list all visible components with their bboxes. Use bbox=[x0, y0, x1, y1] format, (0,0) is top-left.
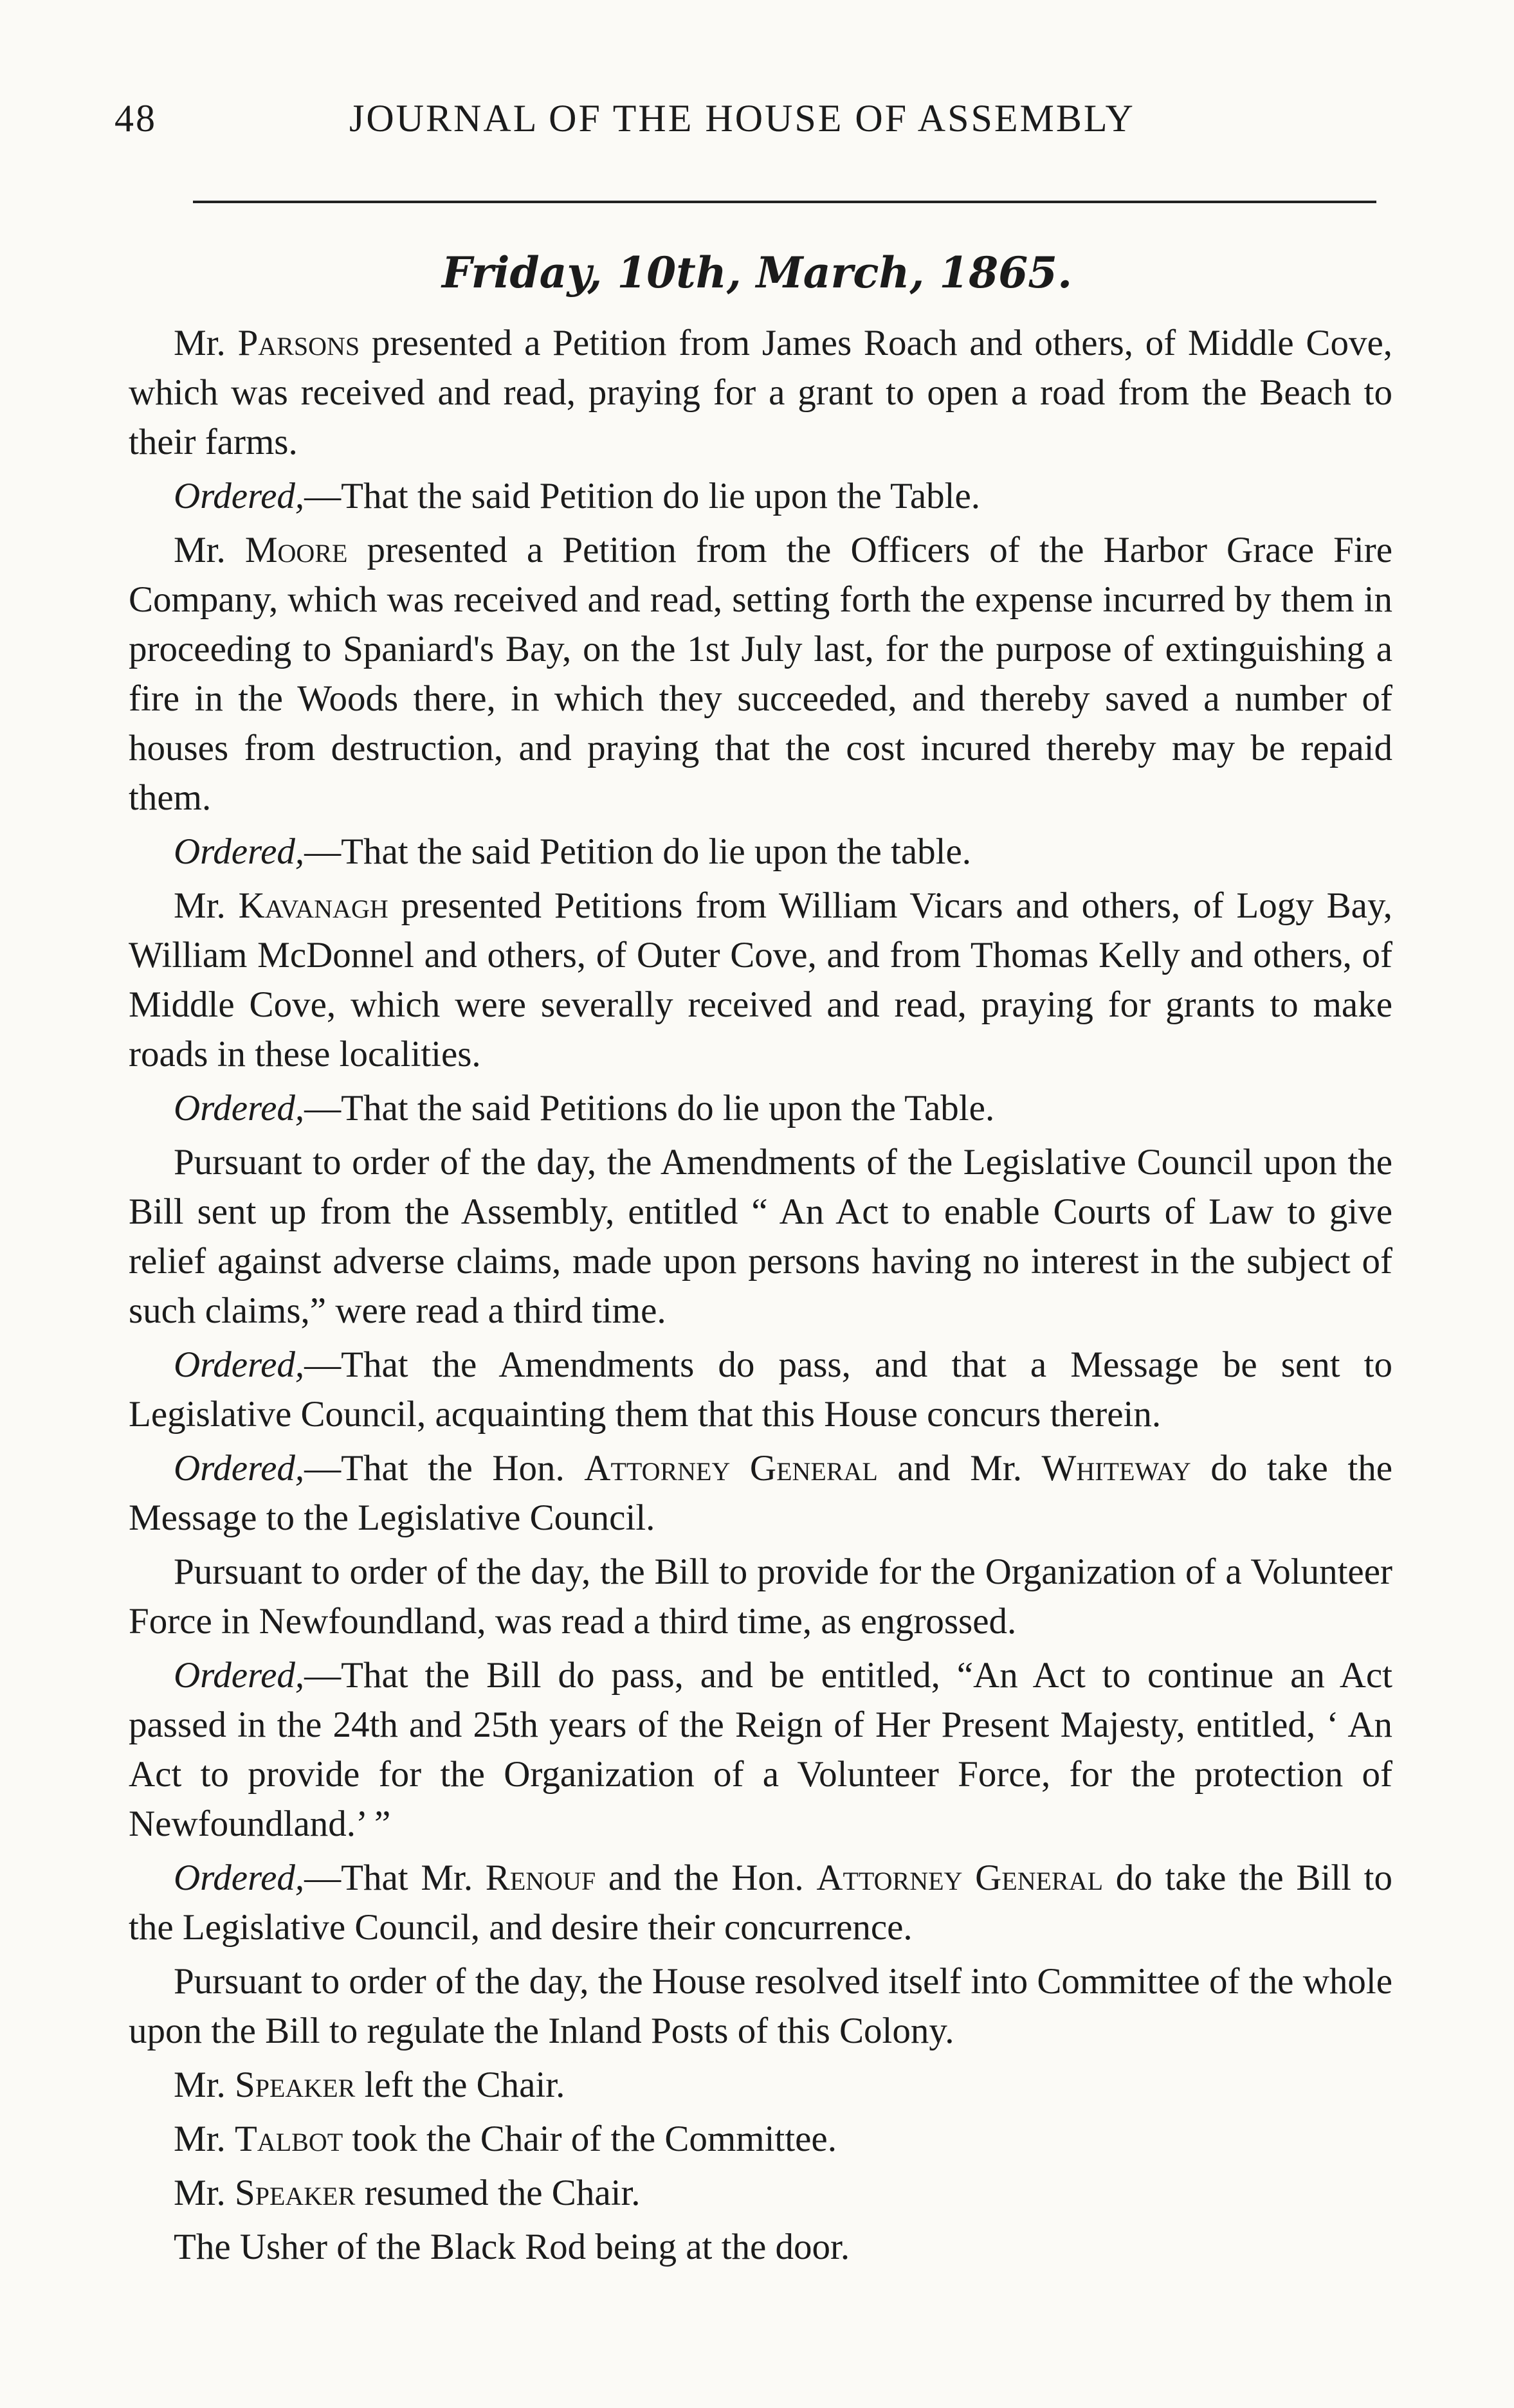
paragraph-order: Ordered,—That the Hon. Attorney General and Mr. Whiteway do take the Message to the Legislative Council. bbox=[129, 1448, 1392, 1538]
member-name: Whiteway bbox=[1041, 1448, 1191, 1489]
ordered-label: Ordered, bbox=[174, 831, 305, 872]
paragraph-order: Ordered,—That Mr. Renouf and the Hon. Attorney General do take the Bill to the Legislative Council, and desire their concurrence. bbox=[129, 1858, 1393, 1948]
paragraph-talbot-chair: Mr. Talbot took the Chair of the Committee. bbox=[174, 2119, 837, 2159]
paragraph-speaker-left: Mr. Speaker left the Chair. bbox=[174, 2065, 565, 2105]
ordered-label: Ordered, bbox=[174, 1088, 305, 1128]
paragraph-amendments: Pursuant to order of the day, the Amendments of the Legislative Council upon the Bill sent up from the Assembly, entitled “ An Act to enable Courts of Law to give relief against adverse claims, made upon persons having no interest in the subject of such claims,” were read a third time. bbox=[129, 1142, 1392, 1331]
ordered-label: Ordered, bbox=[174, 1655, 305, 1696]
ordered-label: Ordered, bbox=[174, 1448, 305, 1489]
member-name: Speaker bbox=[235, 2065, 356, 2105]
member-name: Attorney General bbox=[816, 1858, 1104, 1898]
paragraph-order: Ordered,—That the said Petition do lie upon the table. bbox=[174, 831, 972, 872]
running-head: JOURNAL OF THE HOUSE OF ASSEMBLY bbox=[349, 97, 1135, 140]
member-name: Talbot bbox=[235, 2119, 343, 2159]
member-name: Moore bbox=[244, 530, 348, 570]
header-rule bbox=[193, 201, 1376, 203]
member-name: Attorney General bbox=[584, 1448, 878, 1489]
paragraph-order: Ordered,—That the said Petitions do lie upon the Table. bbox=[174, 1088, 995, 1128]
paragraph-kavanagh-petitions: Mr. Kavanagh presented Petitions from William Vicars and others, of Logy Bay, William McDonnel and others, of Outer Cove, and from Thomas Kelly and others, of Middle Cove, which were severally received and read, praying for grants to make roads in these localities. bbox=[129, 885, 1392, 1074]
ordered-label: Ordered, bbox=[174, 476, 305, 516]
member-name: Renouf bbox=[485, 1858, 596, 1898]
paragraph-volunteer-bill: Pursuant to order of the day, the Bill to provide for the Organization of a Volunteer Force in Newfoundland, was read a third time, as engrossed. bbox=[129, 1552, 1392, 1642]
paragraph-order: Ordered,—That the said Petition do lie upon the Table. bbox=[174, 476, 981, 516]
ordered-label: Ordered, bbox=[174, 1344, 305, 1385]
paragraph-parsons-petition: Mr. Parsons presented a Petition from James Roach and others, of Middle Cove, which was received and read, praying for a grant to open a road from the Beach to their farms. bbox=[129, 323, 1392, 462]
member-name: Kavanagh bbox=[238, 885, 388, 926]
page-header bbox=[114, 96, 1394, 141]
member-name: Speaker bbox=[235, 2173, 356, 2213]
paragraph-order: Ordered,—That the Amendments do pass, and that a Message be sent to Legislative Council, acquainting them that this House concurs therein. bbox=[129, 1344, 1392, 1435]
date-heading: Friday, 10th, March, 1865. bbox=[441, 248, 1073, 298]
paragraph-black-rod: The Usher of the Black Rod being at the door. bbox=[174, 2227, 850, 2267]
paragraph-committee: Pursuant to order of the day, the House resolved itself into Committee of the whole upon the Bill to regulate the Inland Posts of this Colony. bbox=[129, 1961, 1392, 2051]
page-number: 48 bbox=[114, 97, 157, 140]
paragraph-speaker-resumed: Mr. Speaker resumed the Chair. bbox=[174, 2173, 641, 2213]
ordered-label: Ordered, bbox=[174, 1858, 305, 1898]
member-name: Parsons bbox=[237, 323, 360, 363]
paragraph-moore-petition: Mr. Moore presented a Petition from the Officers of the Harbor Grace Fire Company, which was received and read, setting forth the expense incurred by them in proceeding to Spaniard's Bay, on the 1st July last, for the purpose of extinguishing a fire in the Woods there, in which they succeeded, and thereby saved a number of houses from destruction, and praying that the cost incured thereby may be repaid them. bbox=[129, 530, 1392, 818]
proceedings-body bbox=[129, 318, 1392, 2276]
paragraph-order: Ordered,—That the Bill do pass, and be entitled, “An Act to continue an Act passed in the 24th and 25th years of the Reign of Her Present Majesty, entitled, ‘ An Act to provide for the Organization of a Volunteer Force, for the protection of Newfoundland.’ ” bbox=[129, 1655, 1392, 1844]
